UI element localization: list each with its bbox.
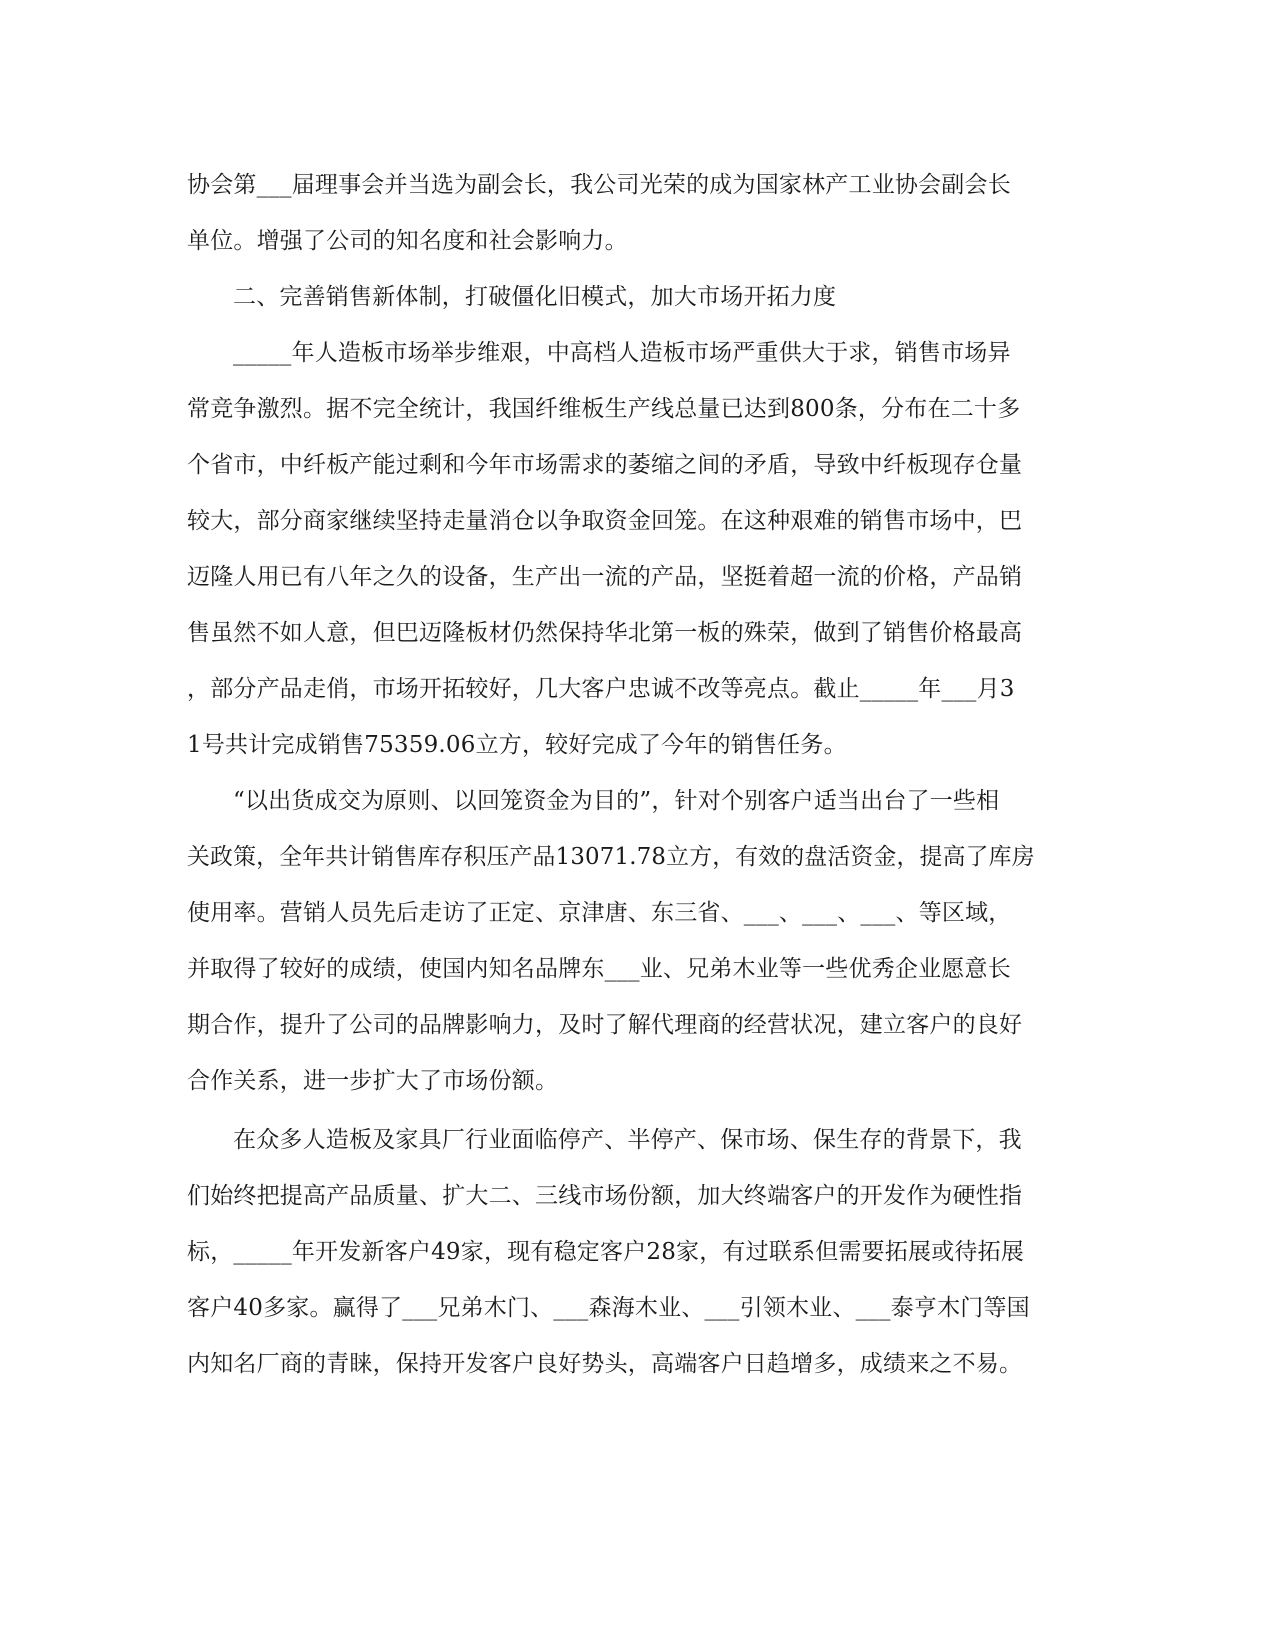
text-line: 1号共计完成销售75359.06立方，较好完成了今年的销售任务。 xyxy=(187,732,847,758)
text-line: 关政策，全年共计销售库存积压产品13071.78立方，有效的盘活资金，提高了库房 xyxy=(187,844,1035,870)
text-line: 期合作，提升了公司的品牌影响力，及时了解代理商的经营状况，建立客户的良好 xyxy=(187,1012,1023,1038)
text-line: 并取得了较好的成绩，使国内知名品牌东___业、兄弟木业等一些优秀企业愿意长 xyxy=(187,956,1011,982)
text-line: _____年人造板市场举步维艰，中高档人造板市场严重供大于求，销售市场异 xyxy=(233,340,1011,366)
text-line: 客户40多家。赢得了___兄弟木门、___森海木业、___引领木业、___泰亨木门等国 xyxy=(187,1295,1030,1321)
text-line: “以出货成交为原则、以回笼资金为目的”，针对个别客户适当出台了一些相 xyxy=(233,788,1000,814)
text-line: 个省市，中纤板产能过剩和今年市场需求的萎缩之间的矛盾，导致中纤板现存仓量 xyxy=(187,452,1023,478)
text-line: 在众多人造板及家具厂行业面临停产、半停产、保市场、保生存的背景下，我 xyxy=(233,1127,1022,1153)
text-line: ，部分产品走俏，市场开拓较好，几大客户忠诚不改等亮点。截止_____年___月3 xyxy=(187,676,1015,702)
text-line: 使用率。营销人员先后走访了正定、京津唐、东三省、___、___、___、等区域， xyxy=(187,900,1012,926)
text-line: 内知名厂商的青睐，保持开发客户良好势头，高端客户日趋增多，成绩来之不易。 xyxy=(187,1351,1023,1377)
text-line: 合作关系，进一步扩大了市场份额。 xyxy=(187,1068,559,1094)
text-line: 较大，部分商家继续坚持走量消仓以争取资金回笼。在这种艰难的销售市场中，巴 xyxy=(187,508,1023,534)
section-heading: 二、完善销售新体制，打破僵化旧模式，加大市场开拓力度 xyxy=(233,284,837,310)
text-line: 协会第___届理事会并当选为副会长，我公司光荣的成为国家林产工业协会副会长 xyxy=(187,172,1011,198)
text-line: 们始终把提高产品质量、扩大二、三线市场份额，加大终端客户的开发作为硬性指 xyxy=(187,1183,1023,1209)
text-line: 常竞争激烈。据不完全统计，我国纤维板生产线总量已达到800条，分布在二十多 xyxy=(187,396,1021,422)
text-line: 单位。增强了公司的知名度和社会影响力。 xyxy=(187,228,628,254)
text-line: 标，_____年开发新客户49家，现有稳定客户28家，有过联系但需要拓展或待拓展 xyxy=(187,1239,1025,1265)
text-line: 迈隆人用已有八年之久的设备，生产出一流的产品，坚挺着超一流的价格，产品销 xyxy=(187,564,1023,590)
text-line: 售虽然不如人意，但巴迈隆板材仍然保持华北第一板的殊荣，做到了销售价格最高 xyxy=(187,620,1023,646)
